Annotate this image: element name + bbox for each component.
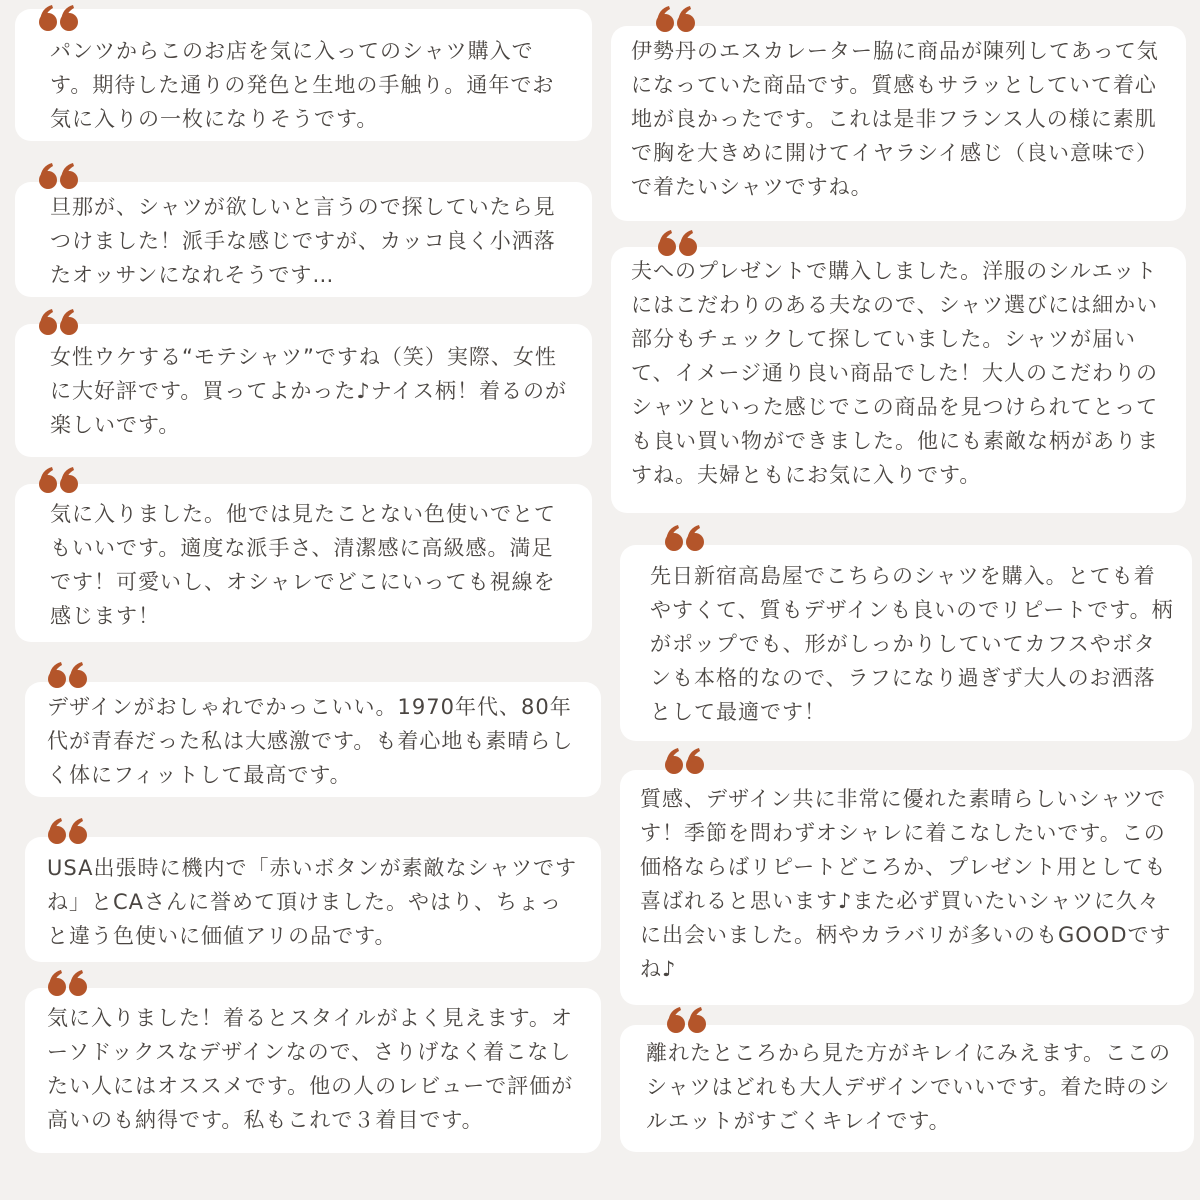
review-text: 伊勢丹のエスカレーター脇に商品が陳列してあって気になっていた商品です。質感もサラッとしていて着心地が良かったです。これは是非フランス人の様に素肌で胸を大きめに開けてイヤラシイ感じ（良い意味で）で着たいシャツですね。	[631, 39, 1159, 199]
review-text: 気に入りました！着るとスタイルがよく見えます。オーソドックスなデザインなので、さりげなく着こなしたい人にはオススメです。他の人のレビューで評価が高いのも納得です。私もこれで３着目です。	[47, 1006, 574, 1132]
review-card	[25, 988, 601, 1153]
review-card	[611, 26, 1186, 221]
review-card	[25, 837, 601, 962]
review-card	[25, 682, 601, 797]
double-quote-icon	[664, 747, 706, 775]
double-quote-icon	[664, 524, 706, 552]
review-card	[15, 324, 592, 457]
review-card	[15, 9, 592, 141]
double-quote-icon	[47, 817, 89, 845]
review-text: 夫へのプレゼントで購入しました。洋服のシルエットにはこだわりのある夫なので、シャツ選びには細かい部分もチェックして探していました。シャツが届いて、イメージ通り良い商品でした！大人のこだわりのシャツといった感じでこの商品を見つけられてとっても良い買い物ができました。他にも素敵な柄がありますね。夫婦ともにお気に入りです。	[631, 259, 1159, 487]
review-text: パンツからこのお店を気に入ってのシャツ購入です。期待した通りの発色と生地の手触り。通年でお気に入りの一枚になりそうです。	[50, 39, 555, 131]
double-quote-icon	[47, 661, 89, 689]
double-quote-icon	[38, 4, 80, 32]
review-text: 質感、デザイン共に非常に優れた素晴らしいシャツです！季節を問わずオシャレに着こなしたいです。この価格ならばリピートどころか、プレゼント用としても喜ばれると思います♪また必ず買いたいシャツに久々に出会いました。柄やカラバリが多いのもGOODですね♪	[640, 787, 1172, 981]
review-card	[620, 1025, 1194, 1152]
double-quote-icon	[47, 969, 89, 997]
double-quote-icon	[666, 1006, 708, 1034]
review-card	[620, 545, 1192, 741]
review-text: 先日新宿高島屋でこちらのシャツを購入。とても着やすくて、質もデザインも良いのでリピートです。柄がポップでも、形がしっかりしていてカフスやボタンも本格的なので、ラフになり過ぎず大人のお洒落として最適です！	[650, 564, 1174, 724]
review-text: 気に入りました。他では見たことない色使いでとてもいいです。適度な派手さ、清潔感に高級感。満足です！可愛いし、オシャレでどこにいっても視線を感じます！	[50, 502, 556, 628]
double-quote-icon	[38, 308, 80, 336]
review-card	[15, 484, 592, 642]
review-card	[620, 770, 1194, 1005]
review-text: USA出張時に機内で「赤いボタンが素敵なシャツですね」とCAさんに誉めて頂けました。やはり、ちょっと違う色使いに価値アリの品です。	[47, 856, 578, 948]
review-text: デザインがおしゃれでかっこいい。1970年代、80年代が青春だった私は大感激です。も着心地も素晴らしく体にフィットして最高です。	[47, 695, 574, 787]
review-text: 女性ウケする“モテシャツ”ですね（笑）実際、女性に大好評です。買ってよかった♪ナイス柄！着るのが楽しいです。	[50, 345, 568, 437]
double-quote-icon	[657, 229, 699, 257]
review-card	[15, 182, 592, 297]
double-quote-icon	[655, 5, 697, 33]
review-card	[611, 247, 1186, 513]
double-quote-icon	[38, 466, 80, 494]
review-text: 離れたところから見た方がキレイにみえます。ここのシャツはどれも大人デザインでいいです。着た時のシルエットがすごくキレイです。	[646, 1041, 1172, 1133]
review-text: 旦那が、シャツが欲しいと言うので探していたら見つけました！派手な感じですが、カッコ良く小洒落たオッサンになれそうです…	[50, 195, 556, 287]
double-quote-icon	[38, 162, 80, 190]
